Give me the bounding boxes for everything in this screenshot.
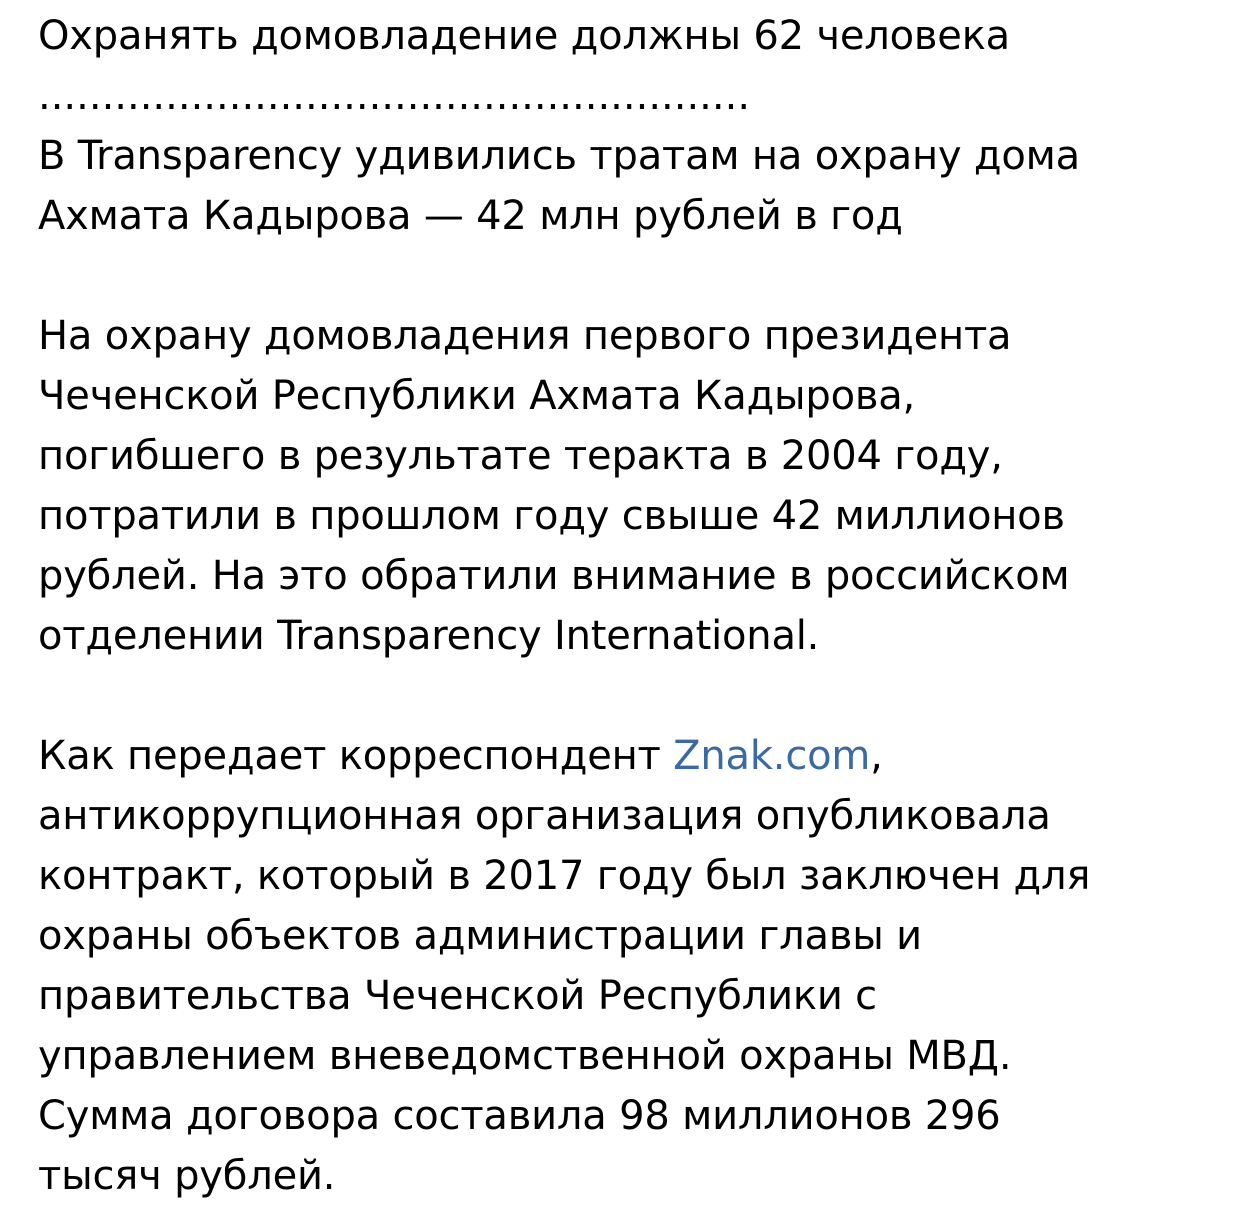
headline: Охранять домовладение должны 62 человека (38, 13, 1010, 59)
paragraph2-line-2: антикоррупционная организация опубликовала (38, 793, 1051, 839)
paragraph2-line-4: охраны объектов администрации главы и (38, 913, 922, 959)
paragraph2-line-7: Сумма договора составила 98 миллионов 296 (38, 1093, 1001, 1139)
paragraph1-line-2: Чеченской Республики Ахмата Кадырова, (38, 373, 916, 419)
paragraph1-line-3: погибшего в результате теракта в 2004 году, (38, 433, 1003, 479)
paragraph2-line-3: контракт, который в 2017 году был заключен для (38, 853, 1091, 899)
subhead-line-1: В Transparency удивились тратам на охрану дома (38, 133, 1080, 179)
paragraph1-line-1: На охрану домовладения первого президента (38, 313, 1012, 359)
paragraph1-line-6: отделении Transparency International. (38, 613, 820, 659)
paragraph2-line-6: управлением вневедомственной охраны МВД. (38, 1033, 1012, 1079)
paragraph-spacer (38, 666, 1218, 726)
paragraph2-line-8: тысяч рублей. (38, 1153, 336, 1199)
paragraph2-line-1 (38, 726, 1218, 786)
post-body (38, 6, 1218, 1206)
paragraph1-line-5: рублей. На это обратили внимание в российском (38, 553, 1070, 599)
paragraph2-line-5: правительства Чеченской Республики с (38, 973, 877, 1019)
dotted-separator: ........................................................ (38, 73, 751, 119)
paragraph1-line-4: потратили в прошлом году свыше 42 миллионов (38, 493, 1065, 539)
paragraph-spacer (38, 246, 1218, 306)
source-link[interactable]: Znak.com (673, 733, 871, 779)
paragraph2-line-1-prefix: Как передает корреспондент (38, 733, 674, 779)
subhead-line-2: Ахмата Кадырова — 42 млн рублей в год (38, 193, 903, 239)
paragraph2-line-1-suffix: , (870, 733, 883, 779)
